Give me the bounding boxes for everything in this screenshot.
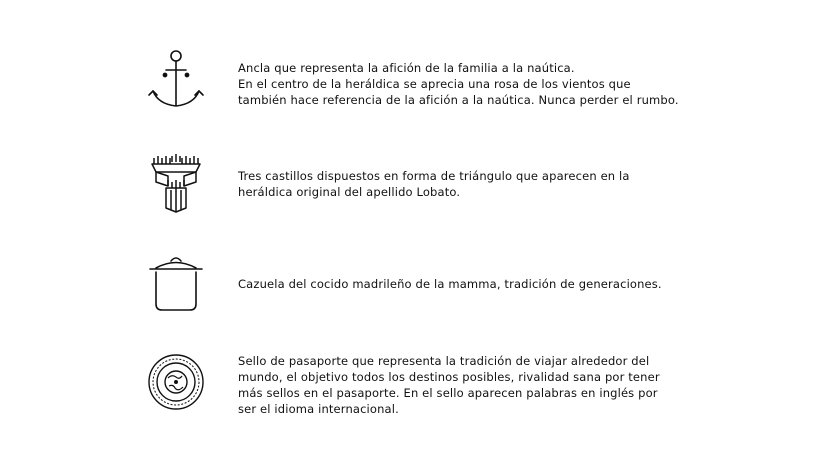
item-description: Ancla que representa la afición de la familia a la naútica. En el centro de la heráldica se aprecia una rosa de los vientos que también hace referencia de la afición a la naútica. Nunca perder el rumbo. — [238, 61, 679, 107]
anchor-icon — [146, 48, 206, 112]
item-description: Tres castillos dispuestos en forma de triángulo que aparecen en la heráldica original del apellido Lobato. — [238, 169, 630, 199]
item-description: Cazuela del cocido madrileño de la mamma, tradición de generaciones. — [238, 277, 662, 291]
item-description: Sello de pasaporte que representa la tradición de viajar alrededor del mundo, el objetivo todos los destinos posibles, rivalidad sana por tener más sellos en el pasaporte. En el sello aparecen palabras en inglés por ser el idioma internacional. — [238, 354, 660, 416]
passport-stamp-icon — [146, 350, 206, 414]
cooking-pot-icon — [146, 252, 206, 316]
three-castles-icon — [146, 150, 206, 214]
